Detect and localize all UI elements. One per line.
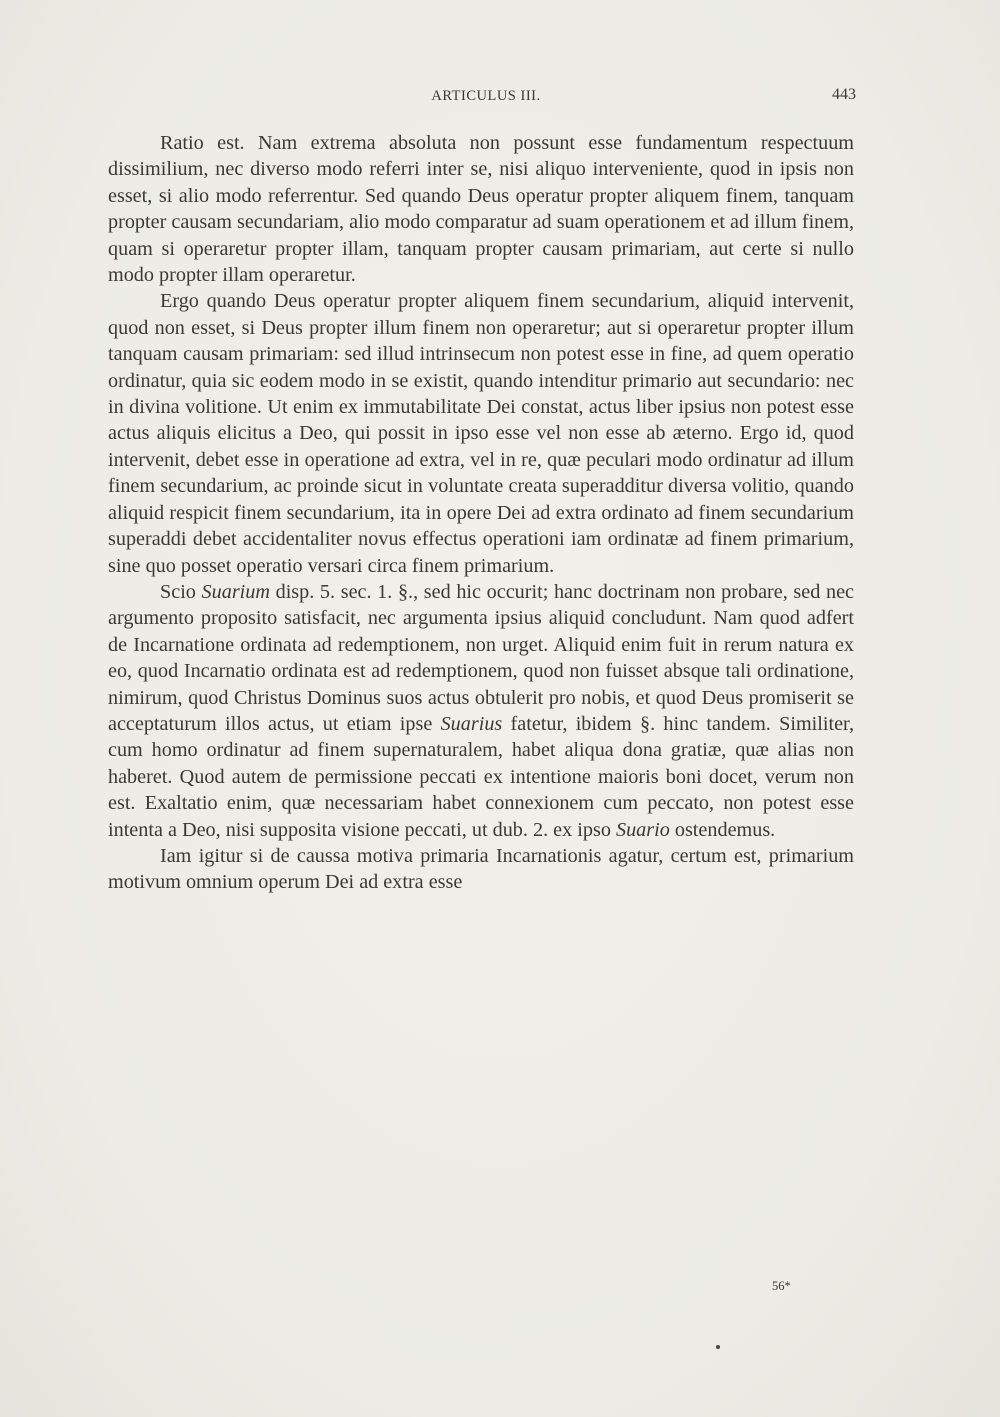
paragraph-3-text-b: disp. 5. sec. 1. §., sed hic occurit; hanc doctrinam non probare, sed nec argumento proposito satisfacit, nec argumenta ipsius aliquid concludunt. Nam quod adfert de Incarnatione ordinata ad redemptionem, non urget. Aliquid enim fuit in rerum natura ex eo, quod Incarnatio ordinata est ad redemptionem, quod non fuisset absque tali ordinatione, nimirum, quod Christus Dominus suos actus obtulerit pro nobis, et quod Deus promiserit se acceptaturum illos actus, ut etiam ipse — [108, 580, 854, 735]
ink-dot — [716, 1345, 720, 1349]
body-text — [108, 130, 854, 896]
paragraph-4-text: Iam igitur si de caussa motiva primaria Incarnationis agatur, certum est, primarium motivum omnium operum Dei ad extra esse — [108, 844, 854, 894]
paragraph-2-text: Ergo quando Deus operatur propter aliquem finem secundarium, aliquid intervenit, quod non esset, si Deus propter illum finem non operaretur; aut si operaretur propter illum tanquam causam primariam: sed illud intrinsecum non potest esse in fine, ad quem operatio ordinatur, quia sic eodem modo in se existit, quando intenditur primario aut secundario: nec in divina volitione. Ut enim ex immutabilitate Dei constat, actus liber ipsius non potest esse actus aliquis elicitus a Deo, qui possit in ipso esse vel non esse ab æterno. Ergo id, quod intervenit, debet esse in operatione ad extra, vel in re, quæ peculari modo ordinatur ad illum finem secundarium, ac proinde sicut in voluntate creata superadditur diversa volitio, quando aliquid respicit finem secundarium, ita in opere Dei ad extra ordinato ad finem secundarium superaddi debet accidentaliter novus effectus operationi iam ordinatæ ad finem primarium, sine quo posset operatio versari circa finem primarium. — [108, 290, 854, 577]
paragraph-1 — [108, 130, 854, 288]
paragraph-3-text-c: fatetur, ibidem §. hinc tandem. Similiter, cum homo ordinatur ad finem supernaturalem, habet aliqua dona gratiæ, quæ alias non haberet. Quod autem de permissione peccati ex intentione maioris boni docet, verum non est. Exaltatio enim, quæ necessariam habet connexionem cum peccato, non potest esse intenta a Deo, nisi supposita visione peccati, ut dub. 2. ex ipso — [108, 712, 854, 841]
author-name-italic: Suarium — [201, 580, 270, 603]
paragraph-2 — [108, 288, 854, 578]
page-number: 443 — [832, 86, 856, 103]
paragraph-4 — [108, 843, 854, 896]
paragraph-3-text-d: ostendemus. — [669, 818, 776, 841]
author-name-italic: Suarius — [440, 712, 503, 735]
running-head — [108, 86, 864, 110]
paragraph-3 — [108, 579, 854, 843]
signature-mark: 56* — [772, 1279, 791, 1293]
running-title: ARTICULUS III. — [431, 88, 541, 104]
paragraph-1-text: Ratio est. Nam extrema absoluta non possunt esse fundamentum respectuum dissimilium, nec diverso modo referri inter se, nisi aliquo interveniente, quod in ipsis non esset, si alio modo referrentur. Sed quando Deus operatur propter aliquem finem, tanquam propter causam secundariam, alio modo comparatur ad suam operationem et ad illum finem, quam si operaretur propter illam, tanquam propter causam primariam, aut certe si nullo modo propter illam operaretur. — [108, 132, 854, 287]
paragraph-3-text-a: Scio — [160, 580, 202, 603]
author-name-italic: Suario — [615, 818, 670, 841]
